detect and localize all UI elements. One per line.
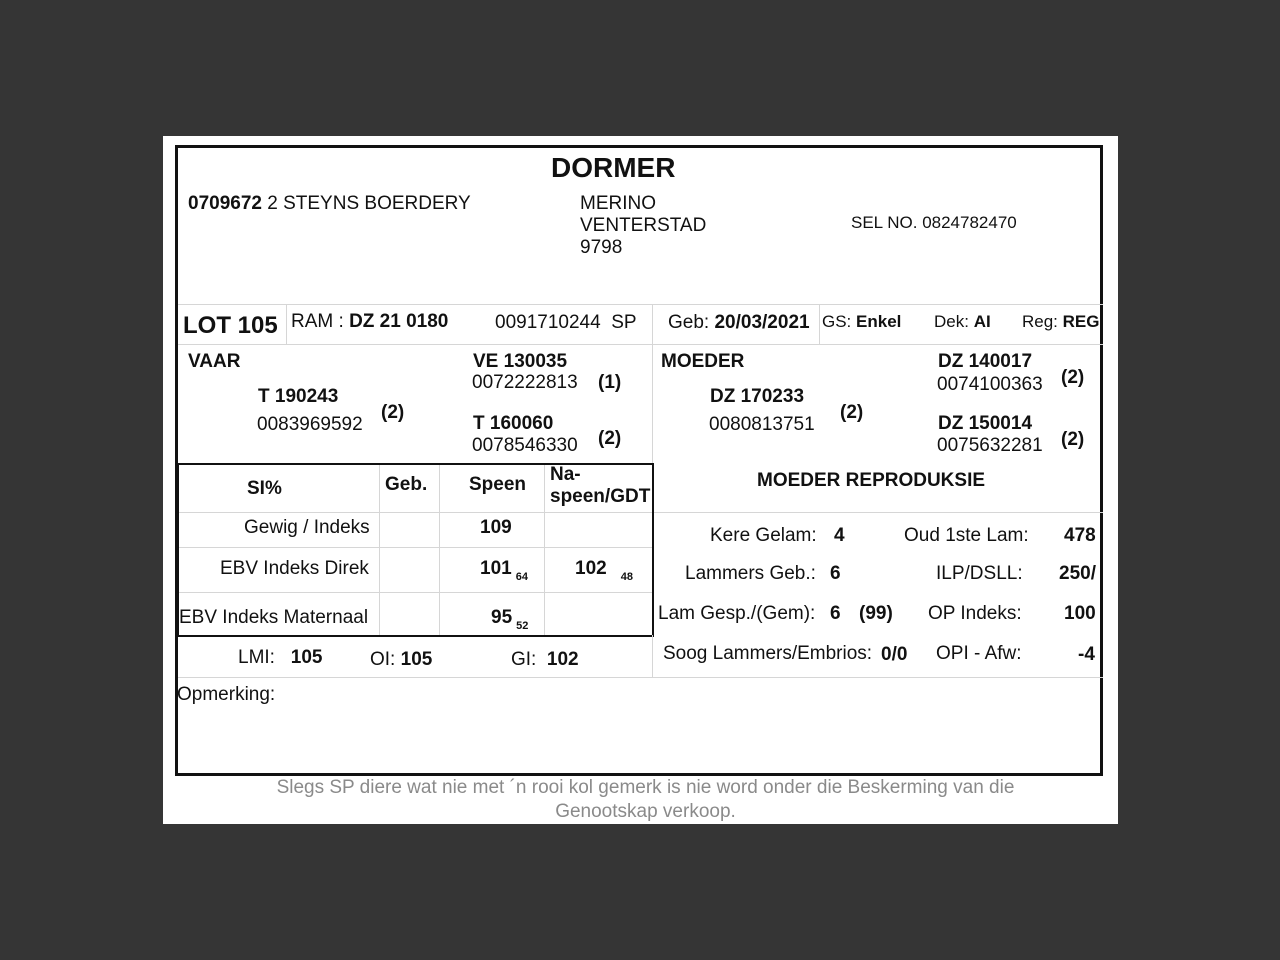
moeder-count: (2) xyxy=(840,402,864,423)
ram-line xyxy=(291,311,448,333)
reg-label: Reg: xyxy=(1022,312,1058,331)
birth-value: 20/03/2021 xyxy=(714,312,810,333)
divider xyxy=(379,465,380,635)
gi-field xyxy=(511,649,579,671)
divider xyxy=(652,635,653,677)
gs-field xyxy=(822,311,901,333)
divider xyxy=(286,304,287,344)
dek-value: AI xyxy=(973,312,991,331)
vaar-moeder-count: (2) xyxy=(598,428,622,449)
moeder-vaar-id: DZ 140017 xyxy=(938,351,1033,372)
breed-title: DORMER xyxy=(551,152,676,183)
vaar-label: VAAR xyxy=(188,351,241,372)
address-line-1: MERINO xyxy=(580,193,656,214)
reg-value: REG xyxy=(1062,312,1100,331)
lam-gesp-label: Lam Gesp./(Gem): xyxy=(658,603,816,624)
ilp-value: 250/ xyxy=(1059,563,1096,584)
vaar-vaar-count: (1) xyxy=(598,372,622,393)
moeder-tag: 0080813751 xyxy=(709,414,815,435)
disclaimer-line-2: Genootskap verkoop. xyxy=(555,801,736,822)
op-label: OP Indeks: xyxy=(928,603,1022,624)
vaar-vaar-tag: 0072222813 xyxy=(472,372,578,393)
owner-line xyxy=(188,193,471,215)
lammers-geb-label: Lammers Geb.: xyxy=(685,563,816,584)
moeder-moeder-tag: 0075632281 xyxy=(937,435,1043,456)
opi-value: -4 xyxy=(1078,644,1095,665)
si-row-label: Gewig / Indeks xyxy=(244,517,370,538)
ram-tag xyxy=(495,312,637,334)
address-line-3: 9798 xyxy=(580,237,623,258)
ram-status: SP xyxy=(611,312,637,333)
op-value: 100 xyxy=(1064,603,1096,624)
si-header-speen: Speen xyxy=(469,474,527,495)
si-cell-speen: 95 $_{52}$ xyxy=(491,607,529,632)
divider xyxy=(544,465,545,635)
moeder-vaar-count: (2) xyxy=(1061,367,1085,388)
divider xyxy=(439,465,440,635)
divider xyxy=(652,344,653,464)
moeder-moeder-id: DZ 150014 xyxy=(938,413,1033,434)
address-line-2: VENTERSTAD xyxy=(580,215,707,236)
lammers-geb-value: 6 xyxy=(830,563,841,584)
vaar-count: (2) xyxy=(381,402,405,423)
si-cell-naspeen: 102 $_{48}$ xyxy=(575,558,633,583)
si-table-border xyxy=(652,463,654,637)
lmi-field xyxy=(238,647,323,669)
si-table-border xyxy=(177,463,654,465)
divider xyxy=(178,677,1103,678)
oi-label: OI: xyxy=(370,649,396,670)
gi-value: 102 xyxy=(546,649,579,670)
owner-id: 0709672 xyxy=(188,193,262,214)
si-cell-speen-sub: 64 xyxy=(515,571,528,583)
oud-value: 478 xyxy=(1064,525,1096,546)
moeder-label: MOEDER xyxy=(661,351,745,372)
remark-label: Opmerking: xyxy=(177,684,276,705)
kere-gelam-value: 4 xyxy=(834,525,845,546)
divider xyxy=(179,547,652,548)
birth-date xyxy=(668,312,810,334)
divider xyxy=(819,304,820,344)
kere-gelam-label: Kere Gelam: xyxy=(710,525,817,546)
divider xyxy=(179,592,652,593)
gs-label: GS: xyxy=(822,312,852,331)
lam-gesp-gem: (99) xyxy=(859,603,893,624)
si-cell-speen: 101 $_{64}$ xyxy=(480,558,528,583)
si-cell-speen-sub: 52 xyxy=(516,620,529,632)
cell-label: SEL NO. xyxy=(851,213,918,232)
opi-label: OPI - Afw: xyxy=(936,643,1022,664)
ram-label: RAM : xyxy=(291,311,344,332)
divider xyxy=(654,512,1103,513)
ram-tag-number: 0091710244 xyxy=(495,312,601,333)
soog-label: Soog Lammers/Embrios: xyxy=(663,643,873,664)
disclaimer-line-1: Slegs SP diere wat nie met ´n rooi kol gemerk is nie word onder die Beskerming van die xyxy=(276,777,1015,798)
si-header-si: SI% xyxy=(247,478,282,499)
disclaimer xyxy=(163,776,1118,824)
dek-label: Dek: xyxy=(934,312,969,331)
si-row-label: EBV Indeks Maternaal xyxy=(179,607,369,628)
moeder-id: DZ 170233 xyxy=(710,386,805,407)
divider xyxy=(179,512,652,513)
oi-value: 105 xyxy=(400,649,433,670)
ram-id: DZ 21 0180 xyxy=(349,311,449,332)
si-header-naspeen-2: speen/GDT xyxy=(550,486,651,507)
divider xyxy=(652,304,653,344)
vaar-id: T 190243 xyxy=(258,386,339,407)
si-table-border xyxy=(177,635,654,637)
lmi-label: LMI: xyxy=(238,647,275,668)
moeder-vaar-tag: 0074100363 xyxy=(937,374,1043,395)
soog-value: 0/0 xyxy=(881,644,908,665)
lam-gesp-value: 6 xyxy=(830,603,841,624)
dek-field xyxy=(934,311,991,333)
si-header-naspeen-1: Na- xyxy=(550,464,581,485)
oud-label: Oud 1ste Lam: xyxy=(904,525,1029,546)
divider xyxy=(178,304,1103,305)
reproduksie-title: MOEDER REPRODUKSIE xyxy=(757,470,986,491)
gs-value: Enkel xyxy=(856,312,902,331)
vaar-tag: 0083969592 xyxy=(257,414,363,435)
cell-value: 0824782470 xyxy=(922,213,1017,232)
lmi-value: 105 xyxy=(290,647,323,668)
si-cell-naspeen-sub: 48 xyxy=(620,571,633,583)
moeder-moeder-count: (2) xyxy=(1061,429,1085,450)
lot-card xyxy=(163,136,1118,824)
birth-label: Geb: xyxy=(668,312,710,333)
ilp-label: ILP/DSLL: xyxy=(936,563,1023,584)
lot-number: LOT 105 xyxy=(183,312,278,339)
si-row-label: EBV Indeks Direk xyxy=(220,558,369,579)
vaar-moeder-tag: 0078546330 xyxy=(472,435,578,456)
si-header-geb: Geb. xyxy=(385,474,428,495)
card-frame xyxy=(175,145,1103,776)
reg-field xyxy=(1022,311,1100,333)
oi-field xyxy=(370,649,432,671)
divider xyxy=(178,344,1103,345)
owner-name: 2 STEYNS BOERDERY xyxy=(267,193,471,214)
si-cell-speen: 109 xyxy=(480,517,512,538)
gi-label: GI: xyxy=(511,649,537,670)
vaar-vaar-id: VE 130035 xyxy=(473,351,568,372)
vaar-moeder-id: T 160060 xyxy=(473,413,554,434)
cell-number xyxy=(851,212,1017,234)
